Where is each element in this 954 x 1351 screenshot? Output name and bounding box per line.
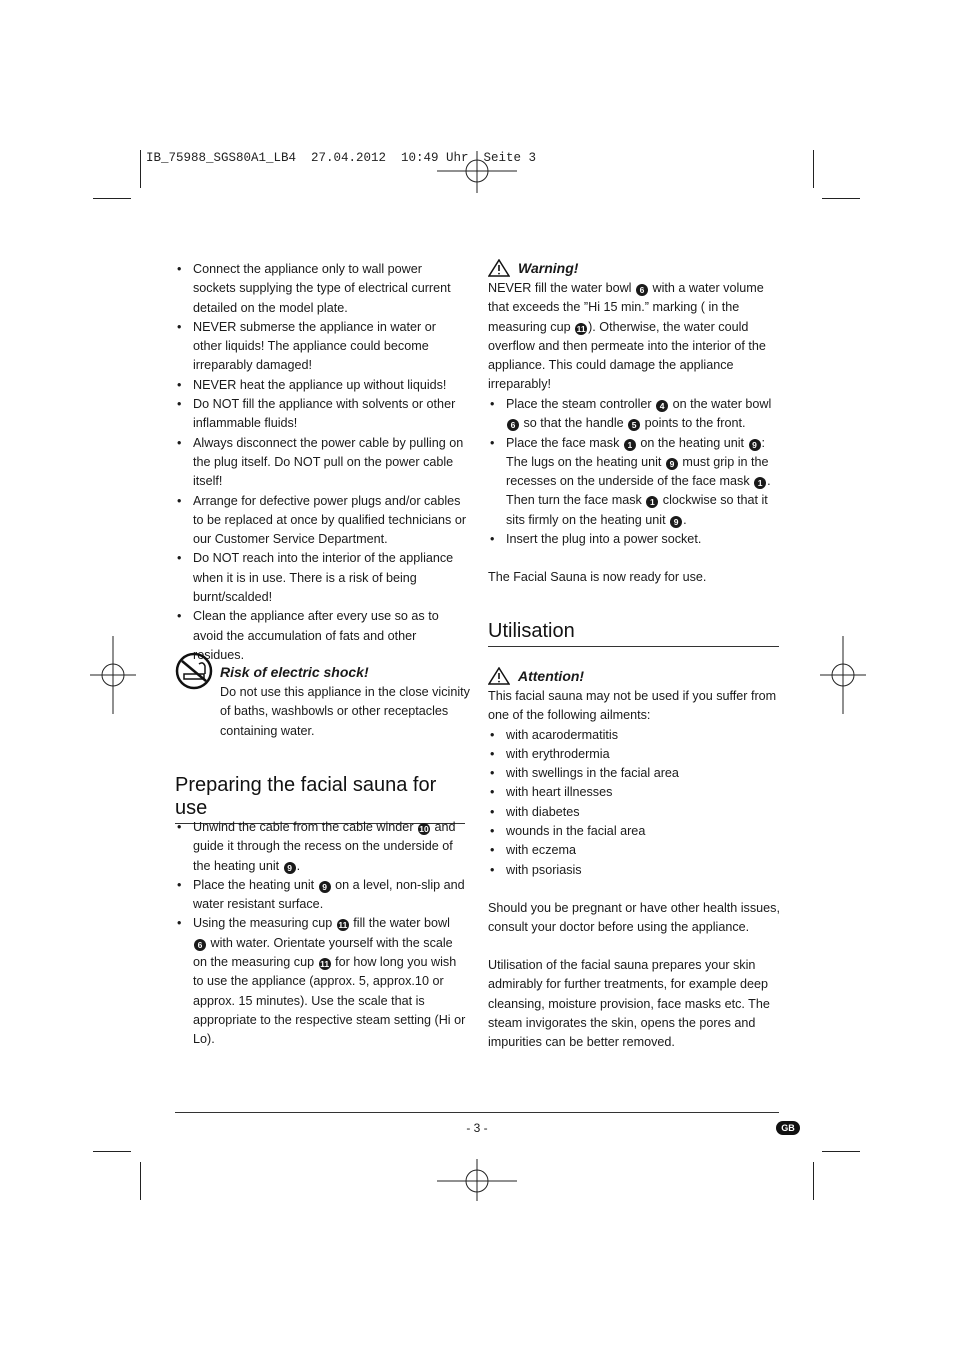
list-item: • Place the face mask 1 on the heating unit 9 : The lugs on the heating unit 9 must grip in the recesses on the underside of the face mask 1 . Then turn the face mask 1 clockwise so that it sits firmly on the heating unit 9 . (488, 434, 780, 530)
list-item: • Do NOT reach into the interior of the appliance when it is in use. There is a risk of being burnt/scalded! (175, 549, 467, 607)
part-number-badge: 9 (319, 881, 331, 893)
part-number-badge: 6 (194, 939, 206, 951)
prep-steps (175, 818, 467, 1050)
list-item: • Do NOT fill the appliance with solvents or other inflammable fluids! (175, 395, 467, 434)
list-item: • with eczema (488, 841, 780, 860)
warning-title: Warning! (518, 260, 579, 276)
list-item: • Place the heating unit 9 on a level, non-slip and water resistant surface. (175, 876, 467, 915)
pregnancy-note: Should you be pregnant or have other health issues, consult your doctor before using the appliance. (488, 901, 780, 935)
list-item: • with diabetes (488, 803, 780, 822)
left-column (175, 260, 467, 665)
utilisation-text: Utilisation of the facial sauna prepares your skin admirably for further treatments, for example deep cleansing, moisture provision, face masks etc. The steam invigorates the skin, opens the pores and impurities can be better removed. (488, 958, 770, 1050)
list-item: • with swellings in the facial area (488, 764, 780, 783)
part-number-badge: 4 (656, 400, 668, 412)
list-item: • Using the measuring cup 11 fill the water bowl 6 with water. Orientate yourself with the scale on the measuring cup 11 for how long you wish to use the appliance (approx. 5, approx.10 or approx. 15 minutes). Use the scale that is appropriate to the respective steam setting (Hi or Lo). (175, 914, 467, 1049)
page-number: - 3 - (466, 1121, 488, 1135)
warning-box (488, 257, 780, 395)
attention-title: Attention! (518, 668, 585, 684)
part-number-badge: 1 (754, 477, 766, 489)
list-item: • Connect the appliance only to wall power sockets supplying the type of electrical current detailed on the model plate. (175, 260, 467, 318)
shock-title: Risk of electric shock! (220, 664, 369, 680)
no-water-bath-icon (175, 652, 213, 690)
ready-text: The Facial Sauna is now ready for use. (488, 570, 707, 584)
part-number-badge: 11 (338, 920, 348, 931)
footer-rule (175, 1112, 779, 1113)
attention-intro: This facial sauna may not be used if you suffer from one of the following ailments: (488, 689, 777, 723)
part-number-badge: 6 (507, 419, 519, 431)
attention-box (488, 665, 780, 880)
registration-mark-right-icon (820, 636, 866, 714)
shock-text: Do not use this appliance in the close vicinity of baths, washbowls or other receptacles containing water. (220, 685, 470, 738)
list-item: • Place the steam controller 4 on the water bowl 6 so that the handle 5 points to the front. (488, 395, 780, 434)
part-number-badge: 5 (628, 419, 640, 431)
warning-triangle-icon (488, 259, 510, 277)
assembly-steps (488, 395, 780, 549)
language-badge: GB (776, 1121, 800, 1135)
ailment-list (488, 726, 780, 880)
part-number-badge: 1 (646, 496, 658, 508)
list-item: • with erythrodermia (488, 745, 780, 764)
part-number-badge: 9 (284, 862, 296, 874)
part-number-badge: 9 (666, 458, 678, 470)
utilisation-heading: Utilisation (488, 620, 779, 647)
shock-warning (220, 661, 470, 741)
part-number-badge: 11 (320, 959, 330, 970)
list-item: • NEVER heat the appliance up without liquids! (175, 376, 467, 395)
safety-list (175, 260, 467, 665)
list-item: • Clean the appliance after every use so as to avoid the accumulation of fats and other residues. (175, 607, 467, 665)
list-item: • Arrange for defective power plugs and/or cables to be replaced at once by qualified technicians or our Customer Service Department. (175, 492, 467, 550)
registration-mark-bottom-icon (437, 1141, 517, 1221)
part-number-badge: 11 (576, 323, 586, 334)
part-number-badge: 1 (624, 439, 636, 451)
print-slug: IB_75988_SGS80A1_LB4 27.04.2012 10:49 Uhr Seite 3 (146, 151, 537, 165)
warning-text: NEVER fill the water bowl 6 with a water volume that exceeds the ”Hi 15 min.” marking ( in the measuring cup 11 ). Otherwise, the water could overflow and then permeate into the interior of the appliance. This could damage the appliance irreparably! (488, 281, 766, 392)
prep-heading: Preparing the facial sauna for use (175, 774, 465, 824)
part-number-badge: 9 (749, 439, 761, 451)
list-item: • wounds in the facial area (488, 822, 780, 841)
part-number-badge: 6 (636, 284, 648, 296)
part-number-badge: 10 (419, 824, 429, 834)
part-number-badge: 9 (670, 516, 682, 528)
registration-mark-left-icon (90, 636, 136, 714)
list-item: • Insert the plug into a power socket. (488, 530, 780, 549)
list-item: • with heart illnesses (488, 783, 780, 802)
list-item: • NEVER submerse the appliance in water or other liquids! The appliance could become irreparably damaged! (175, 318, 467, 376)
list-item: • Unwind the cable from the cable winder 10 and guide it through the recess on the underside of the heating unit 9 . (175, 818, 467, 876)
warning-triangle-icon (488, 667, 510, 685)
list-item: • Always disconnect the power cable by pulling on the plug itself. Do NOT pull on the power cable itself! (175, 434, 467, 492)
list-item: • with acarodermatitis (488, 726, 780, 745)
list-item: • with psoriasis (488, 861, 780, 880)
registration-mark-top-icon (437, 131, 517, 211)
